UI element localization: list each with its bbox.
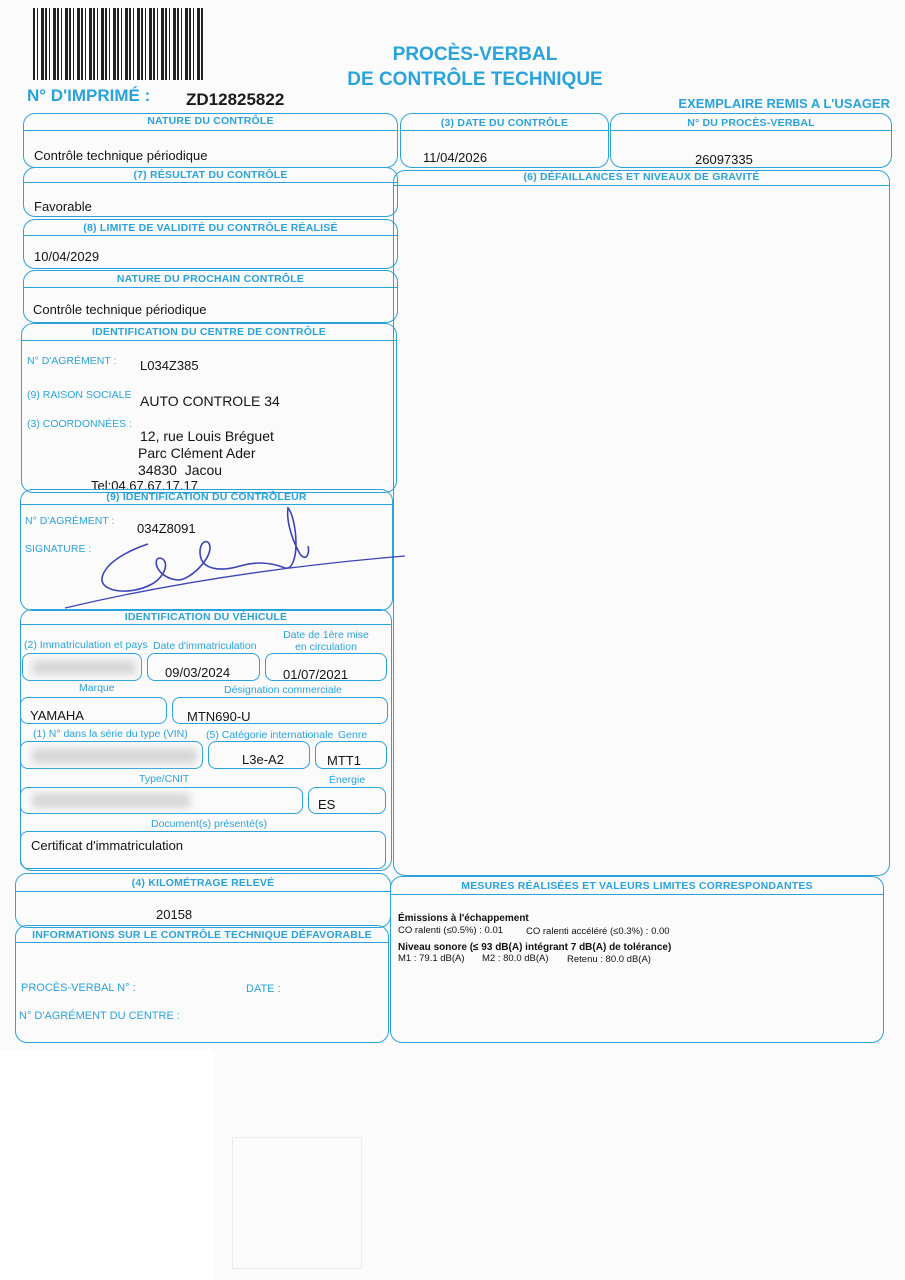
vin-redacted [32, 748, 197, 764]
type-label: Type/CNIT [139, 773, 190, 785]
prochain-controle-header: NATURE DU PROCHAIN CONTRÔLE [116, 273, 305, 285]
kilometrage-header: (4) KILOMÉTRAGE RELEVÉ [131, 877, 275, 889]
date-controle-value: 11/04/2026 [423, 150, 488, 165]
resultat-value: Favorable [34, 199, 92, 214]
vin-label: (1) N° dans la série du type (VIN) [33, 728, 188, 740]
mesures-header: MESURES RÉALISÉES ET VALEURS LIMITES CORRESPONDANTES [461, 880, 813, 892]
coordonnees-label: (3) COORDONNÉES : [27, 418, 133, 430]
genre-label: Genre [338, 729, 368, 741]
address-line-2: Parc Clément Ader [138, 445, 256, 461]
numero-pv-value: 26097335 [695, 152, 753, 167]
centre-phone: Tel:04.67.67.17.17 [91, 478, 198, 493]
nature-controle-value: Contrôle technique périodique [34, 148, 208, 163]
energie-value: ES [318, 797, 336, 812]
genre-value: MTT1 [327, 753, 361, 768]
centre-header: IDENTIFICATION DU CENTRE DE CONTRÔLE [92, 326, 326, 338]
nature-controle-header: NATURE DU CONTRÔLE [147, 115, 274, 127]
resultat-header: (7) RÉSULTAT DU CONTRÔLE [133, 169, 288, 181]
m2-value: M2 : 80.0 dB(A) [482, 953, 549, 964]
energie-label: Énergie [329, 774, 366, 786]
emissions-title: Émissions à l'échappement [398, 913, 529, 924]
lower-paper-blank [0, 1050, 213, 1280]
centre-agrement-value: L034Z385 [140, 358, 199, 373]
raison-sociale-label: (9) RAISON SOCIALE [27, 389, 132, 401]
co-ralenti: CO ralenti (≤0.5%) : 0.01 [398, 925, 504, 936]
limite-validite-header: (8) LIMITE DE VALIDITÉ DU CONTRÔLE RÉALISÉ [83, 222, 338, 234]
defavorable-date-label: DATE : [246, 983, 281, 995]
defaillances-header: (6) DÉFAILLANCES ET NIVEAUX DE GRAVITÉ [523, 171, 760, 183]
signature [60, 500, 410, 615]
date-immat-value: 09/03/2024 [165, 665, 231, 680]
date-immat-label: Date d'immatriculation [153, 640, 257, 652]
address-line-3: 34830 Jacou [138, 462, 223, 478]
prochain-controle-value: Contrôle technique périodique [33, 302, 207, 317]
controleur-agrement-value: 034Z8091 [137, 521, 196, 536]
title-line-2: DE CONTRÔLE TECHNIQUE [347, 69, 603, 90]
designation-value: MTN690-U [187, 709, 251, 724]
title-line-1: PROCÈS-VERBAL [392, 44, 558, 65]
document-title [330, 42, 620, 92]
immat-label: (2) Immatriculation et pays [24, 639, 148, 651]
designation-label: Désignation commerciale [224, 684, 342, 696]
numero-pv-header: N° DU PROCÈS-VERBAL [687, 117, 815, 129]
address-line-1: 12, rue Louis Bréguet [140, 428, 274, 444]
kilometrage-value: 20158 [156, 907, 193, 922]
retenu-value: Retenu : 80.0 dB(A) [567, 954, 651, 965]
sonore-title: Niveau sonore (≤ 93 dB(A) intégrant 7 dB(A) de tolérance) [398, 942, 672, 953]
imprime-number: ZD12825822 [186, 90, 285, 109]
premiere-mise-value: 01/07/2021 [283, 667, 349, 682]
limite-validite-value: 10/04/2029 [34, 249, 100, 264]
immat-redacted [32, 660, 136, 675]
vehicule-header: IDENTIFICATION DU VÉHICULE [124, 611, 288, 623]
marque-label: Marque [79, 682, 115, 694]
defaillances-box [393, 170, 890, 876]
categorie-value: L3e-A2 [242, 752, 284, 767]
m1-value: M1 : 79.1 dB(A) [398, 953, 465, 964]
type-redacted [32, 793, 190, 808]
stub-box [232, 1137, 362, 1269]
premiere-mise-label: Date de 1ère mise en circulation [283, 629, 369, 653]
barcode [33, 8, 203, 80]
signature-label: SIGNATURE : [25, 543, 92, 555]
controleur-agrement-label: N° D'AGRÉMENT : [25, 515, 115, 527]
categorie-label: (5) Catégorie internationale [206, 729, 334, 741]
defavorable-pv-label: PROCÈS-VERBAL N° : [21, 982, 136, 994]
marque-value: YAMAHA [30, 708, 84, 723]
documents-value: Certificat d'immatriculation [31, 838, 184, 853]
date-controle-header: (3) DATE DU CONTRÔLE [440, 117, 569, 129]
defavorable-agrement-label: N° D'AGRÉMENT DU CENTRE : [19, 1010, 180, 1022]
centre-agrement-label: N° D'AGRÉMENT : [27, 355, 117, 367]
co-accelere: CO ralenti accéléré (≤0.3%) : 0.00 [526, 926, 670, 937]
defavorable-header: INFORMATIONS SUR LE CONTRÔLE TECHNIQUE DÉFAVORABLE [32, 929, 372, 941]
copy-label: EXEMPLAIRE REMIS A L'USAGER [678, 96, 890, 111]
raison-sociale-value: AUTO CONTROLE 34 [140, 393, 280, 409]
documents-label: Document(s) présenté(s) [151, 818, 268, 830]
imprime-label: N° D'IMPRIMÉ : [27, 86, 151, 105]
controleur-header: (9) IDENTIFICATION DU CONTRÔLEUR [106, 491, 307, 503]
